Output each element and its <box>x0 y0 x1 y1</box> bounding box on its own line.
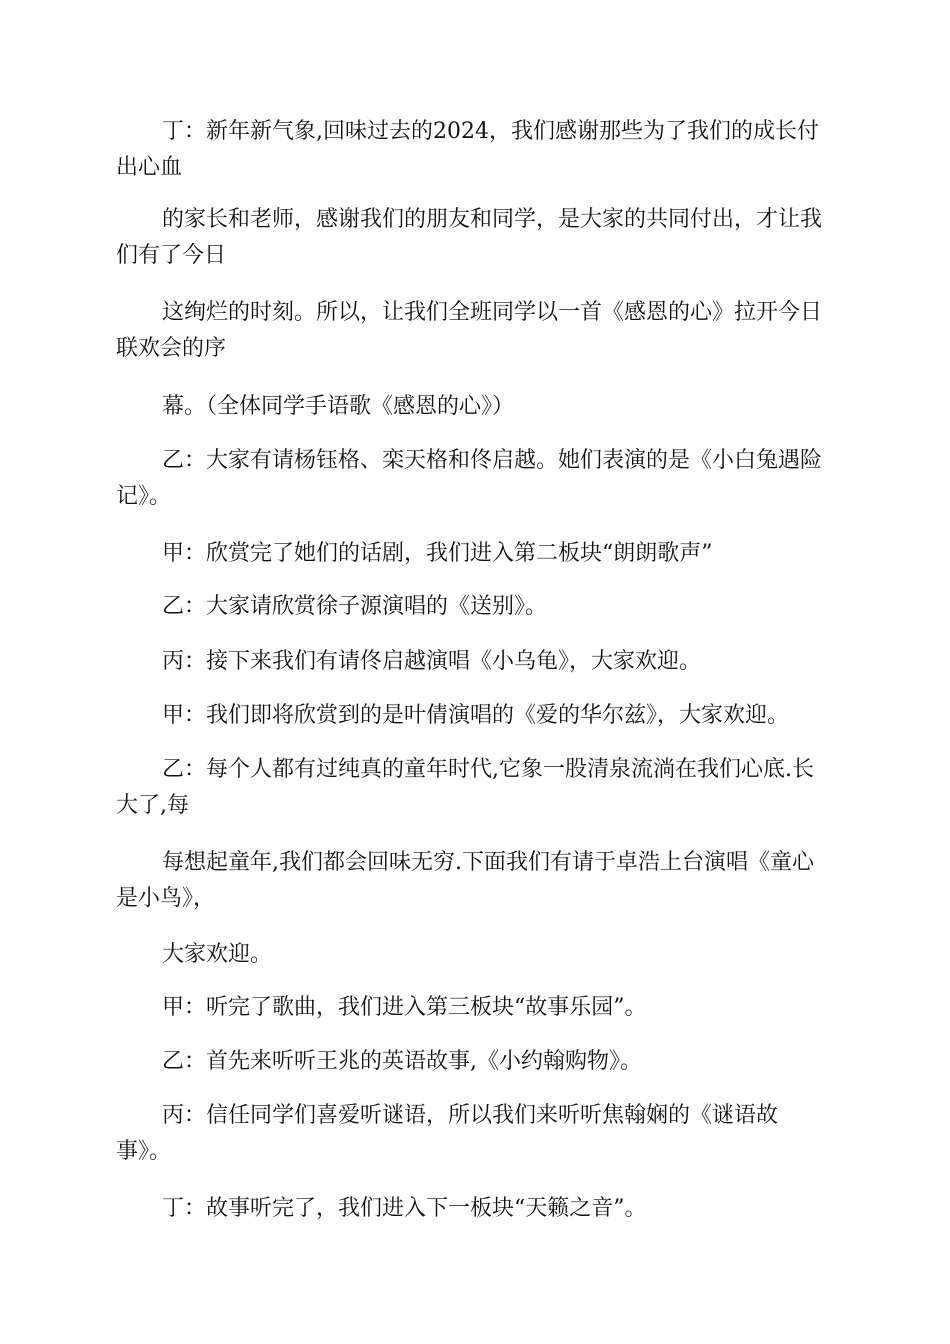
paragraph-15 <box>116 1098 836 1170</box>
paragraph-6 <box>116 536 836 572</box>
paragraph-line: 丙：接下来我们有请佟启越演唱《小乌龟》，大家欢迎。 <box>162 649 702 674</box>
paragraph-line: 丙：信任同学们喜爱听谜语，所以我们来听听焦翰娴的《谜语故 <box>162 1103 779 1128</box>
paragraph-9 <box>116 698 836 734</box>
paragraph-12 <box>116 937 836 973</box>
paragraph-14 <box>116 1044 836 1080</box>
paragraph-line: 甲：欣赏完了她们的话剧，我们进入第二板块“朗朗歌声” <box>162 541 713 566</box>
paragraph-line: 事》。 <box>116 1139 172 1164</box>
paragraph-line: 大家欢迎。 <box>162 942 273 967</box>
paragraph-line: 丁：故事听完了，我们进入下一板块“天籁之音”。 <box>162 1196 647 1221</box>
paragraph-line: 这绚烂的时刻。所以，让我们全班同学以一首《感恩的心》拉开今日 <box>162 300 823 325</box>
paragraph-line: 每想起童年,我们都会回味无穷.下面我们有请于卓浩上台演唱《童心 <box>162 850 814 875</box>
paragraph-11 <box>116 845 836 917</box>
paragraph-line: 的家长和老师，感谢我们的朋友和同学，是大家的共同付出，才让我 <box>162 207 823 232</box>
paragraph-line: 联欢会的序 <box>116 336 227 361</box>
paragraph-2 <box>116 202 836 274</box>
paragraph-line: 大了,每 <box>116 793 189 818</box>
paragraph-5 <box>116 443 836 515</box>
paragraph-line: 记》。 <box>116 484 172 509</box>
paragraph-3 <box>116 295 836 367</box>
paragraph-line: 幕。（全体同学手语歌《感恩的心》） <box>162 394 515 419</box>
paragraph-line: 乙：首先来听听王兆的英语故事,《小约翰购物》。 <box>162 1049 642 1074</box>
paragraph-8 <box>116 644 836 680</box>
paragraph-16 <box>116 1191 836 1227</box>
paragraph-line: 是小鸟》， <box>116 886 216 911</box>
paragraph-10 <box>116 752 836 824</box>
paragraph-line: 们有了今日 <box>116 243 227 268</box>
paragraph-13 <box>116 990 836 1026</box>
paragraph-line: 乙：大家请欣赏徐子源演唱的《送别》。 <box>162 594 548 619</box>
paragraph-line: 甲：听完了歌曲，我们进入第三板块“故事乐园”。 <box>162 995 647 1020</box>
paragraph-4 <box>116 389 836 425</box>
paragraph-line: 乙：每个人都有过纯真的童年时代,它象一股清泉流淌在我们心底.长 <box>162 757 814 782</box>
paragraph-line: 乙：大家有请杨钰格、栾天格和佟启越。她们表演的是《小白兔遇险 <box>162 448 823 473</box>
paragraph-1 <box>116 114 836 186</box>
paragraph-7 <box>116 589 836 625</box>
paragraph-line: 出心血 <box>116 155 183 180</box>
paragraph-line: 丁：新年新气象,回味过去的2024，我们感谢那些为了我们的成长付 <box>162 119 819 144</box>
paragraph-line: 甲：我们即将欣赏到的是叶倩演唱的《爱的华尔兹》，大家欢迎。 <box>162 703 790 728</box>
